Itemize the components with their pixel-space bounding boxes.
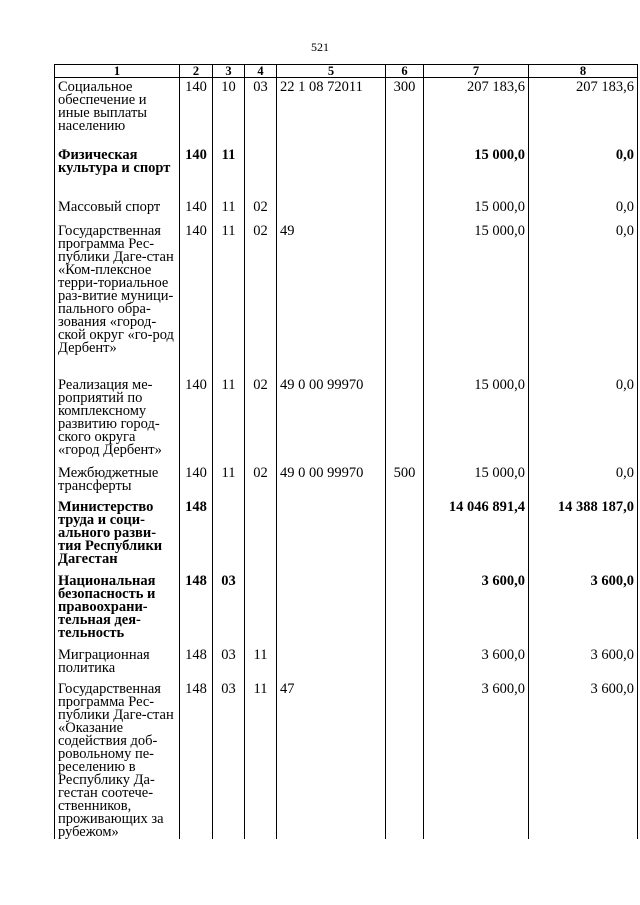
target-article-cell: [277, 498, 386, 572]
amount-year2-cell: 3 600,0: [529, 572, 638, 646]
amount-year2-cell: 0,0: [529, 146, 638, 198]
podrazdel-code-cell: [245, 146, 277, 198]
table-row: [55, 464, 638, 498]
target-article-cell: 49: [277, 222, 386, 376]
razdel-code-cell: 03: [213, 572, 245, 646]
amount-year2-cell: 0,0: [529, 222, 638, 376]
expense-type-cell: [386, 680, 424, 839]
razdel-code-cell: 11: [213, 198, 245, 222]
amount-year2-cell: 0,0: [529, 198, 638, 222]
header-cell: 2: [180, 65, 213, 78]
podrazdel-code-cell: 11: [245, 646, 277, 680]
razdel-code-cell: 10: [213, 78, 245, 146]
podrazdel-code-cell: 02: [245, 222, 277, 376]
row-name-cell: Реализация ме-роприятий по комплексному развитию город-ского округа «город Дербент»: [55, 376, 180, 464]
razdel-code-cell: 03: [213, 646, 245, 680]
target-article-cell: [277, 146, 386, 198]
vedomstvo-code-cell: 148: [180, 572, 213, 646]
expense-type-cell: [386, 498, 424, 572]
budget-table: [54, 64, 638, 839]
amount-year1-cell: 15 000,0: [424, 222, 529, 376]
vedomstvo-code-cell: 148: [180, 680, 213, 839]
razdel-code-cell: 11: [213, 146, 245, 198]
target-article-cell: 49 0 00 99970: [277, 464, 386, 498]
expense-type-cell: [386, 572, 424, 646]
amount-year1-cell: 15 000,0: [424, 198, 529, 222]
expense-type-cell: 500: [386, 464, 424, 498]
amount-year2-cell: 3 600,0: [529, 646, 638, 680]
expense-type-cell: [386, 146, 424, 198]
vedomstvo-code-cell: 148: [180, 498, 213, 572]
header-cell: 5: [277, 65, 386, 78]
target-article-cell: 47: [277, 680, 386, 839]
row-name-cell: Министерство труда и соци-ального разви-тия Республики Дагестан: [55, 498, 180, 572]
row-name-cell: Национальная безопасность и правоохрани-тельная дея-тельность: [55, 572, 180, 646]
header-cell: 3: [213, 65, 245, 78]
vedomstvo-code-cell: 140: [180, 198, 213, 222]
podrazdel-code-cell: 02: [245, 464, 277, 498]
header-row: [55, 65, 638, 78]
amount-year1-cell: 15 000,0: [424, 464, 529, 498]
row-name-cell: Массовый спорт: [55, 198, 180, 222]
amount-year2-cell: 3 600,0: [529, 680, 638, 839]
vedomstvo-code-cell: 140: [180, 464, 213, 498]
podrazdel-code-cell: 03: [245, 78, 277, 146]
header-cell: 8: [529, 65, 638, 78]
table-row: [55, 680, 638, 839]
table-body: [55, 78, 638, 839]
vedomstvo-code-cell: 140: [180, 222, 213, 376]
razdel-code-cell: 11: [213, 464, 245, 498]
target-article-cell: [277, 646, 386, 680]
expense-type-cell: [386, 222, 424, 376]
podrazdel-code-cell: 02: [245, 376, 277, 464]
amount-year1-cell: 3 600,0: [424, 646, 529, 680]
row-name-cell: Межбюджетные трансферты: [55, 464, 180, 498]
row-name-cell: Миграционная политика: [55, 646, 180, 680]
podrazdel-code-cell: 11: [245, 680, 277, 839]
razdel-code-cell: 11: [213, 222, 245, 376]
table-row: [55, 222, 638, 376]
row-name-cell: Государственная программа Рес-публики Даге-стан «Ком-плексное терри-ториальное раз-витие муници-пального обра-зования «город-ской округ «го-род Дербент»: [55, 222, 180, 376]
razdel-code-cell: [213, 498, 245, 572]
vedomstvo-code-cell: 140: [180, 78, 213, 146]
page-number: 521: [311, 40, 329, 54]
expense-type-cell: [386, 376, 424, 464]
table-row: [55, 646, 638, 680]
expense-type-cell: [386, 198, 424, 222]
target-article-cell: [277, 572, 386, 646]
razdel-code-cell: 03: [213, 680, 245, 839]
amount-year1-cell: 207 183,6: [424, 78, 529, 146]
header-cell: 1: [55, 65, 180, 78]
amount-year1-cell: 15 000,0: [424, 146, 529, 198]
table-row: [55, 572, 638, 646]
header-cell: 7: [424, 65, 529, 78]
header-cell: 6: [386, 65, 424, 78]
amount-year1-cell: 3 600,0: [424, 680, 529, 839]
row-name-cell: Социальное обеспечение и иные выплаты населению: [55, 78, 180, 146]
table-row: [55, 78, 638, 146]
podrazdel-code-cell: 02: [245, 198, 277, 222]
amount-year2-cell: 14 388 187,0: [529, 498, 638, 572]
row-name-cell: Физическая культура и спорт: [55, 146, 180, 198]
table-row: [55, 146, 638, 198]
expense-type-cell: 300: [386, 78, 424, 146]
amount-year1-cell: 3 600,0: [424, 572, 529, 646]
vedomstvo-code-cell: 148: [180, 646, 213, 680]
table-row: [55, 498, 638, 572]
podrazdel-code-cell: [245, 572, 277, 646]
amount-year2-cell: 0,0: [529, 464, 638, 498]
target-article-cell: 22 1 08 72011: [277, 78, 386, 146]
podrazdel-code-cell: [245, 498, 277, 572]
table-row: [55, 198, 638, 222]
expense-type-cell: [386, 646, 424, 680]
amount-year1-cell: 14 046 891,4: [424, 498, 529, 572]
target-article-cell: [277, 198, 386, 222]
vedomstvo-code-cell: 140: [180, 376, 213, 464]
vedomstvo-code-cell: 140: [180, 146, 213, 198]
amount-year2-cell: 207 183,6: [529, 78, 638, 146]
target-article-cell: 49 0 00 99970: [277, 376, 386, 464]
amount-year2-cell: 0,0: [529, 376, 638, 464]
header-cell: 4: [245, 65, 277, 78]
table-row: [55, 376, 638, 464]
razdel-code-cell: 11: [213, 376, 245, 464]
row-name-cell: Государственная программа Рес-публики Даге-стан «Оказание содействия доб-ровольному пе-реселению в Республику Да-гестан соотече-ственников, проживающих за рубежом»: [55, 680, 180, 839]
amount-year1-cell: 15 000,0: [424, 376, 529, 464]
